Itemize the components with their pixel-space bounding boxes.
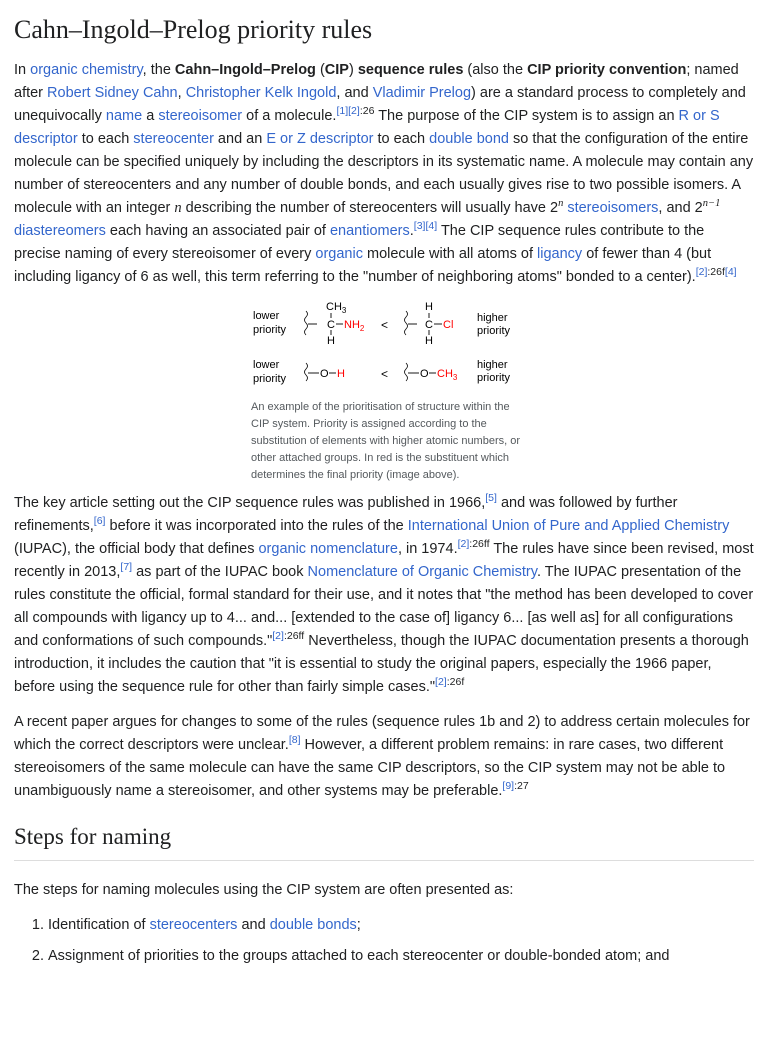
link-ez-descriptor[interactable]: E or Z descriptor — [266, 130, 374, 147]
intro-paragraph — [14, 59, 754, 289]
link-cahn[interactable]: Robert Sidney Cahn — [47, 84, 178, 101]
text: A recent paper argues for changes to some of the rules (sequence rules 1b and 2) to address certain molecules for which the correct descriptors were unclear. — [14, 713, 750, 753]
label-higher-priority-1b: priority — [477, 324, 511, 337]
bold-term: CIP — [324, 61, 349, 78]
text: ; — [356, 917, 361, 934]
text: , — [177, 84, 186, 101]
atom-cl: Cl — [443, 318, 454, 331]
citation-2[interactable]: [2] — [348, 104, 360, 117]
link-name[interactable]: name — [105, 107, 143, 124]
atom-c: C — [425, 318, 433, 331]
citation-6[interactable]: [6] — [93, 514, 106, 527]
citation-9[interactable]: [9] — [502, 779, 515, 792]
bold-term: Cahn–Ingold–Prelog — [174, 61, 316, 78]
text: ( — [315, 61, 325, 78]
text: , and 2 — [658, 199, 703, 216]
atom-o: O — [420, 367, 429, 380]
page-ref: :26f — [707, 265, 725, 278]
label-higher-priority-2b: priority — [477, 371, 511, 384]
text: as part of the IUPAC book — [132, 563, 308, 580]
atom-ch3: $CH_3$ — [437, 367, 458, 382]
page-ref: :26 — [359, 104, 375, 117]
link-stereoisomer[interactable]: stereoisomer — [158, 107, 243, 124]
text: before it was incorporated into the rules of the — [105, 517, 408, 534]
citation-2[interactable]: [2] — [272, 629, 284, 642]
text: a — [142, 107, 159, 124]
citation-1[interactable]: [1] — [336, 104, 349, 117]
text: so that the configuration of the entire molecule can be specified uniquely by including the descriptors in its systematic name. A molecule may contain any number of stereocenters and any number of double bonds, and each usually gives rise to two possible isomers. A molecule with an integer — [14, 130, 754, 216]
wavy-bond — [305, 311, 308, 335]
text: of a molecule. — [242, 107, 337, 124]
text: to each — [77, 130, 134, 147]
text: (IUPAC), the official body that defines — [14, 540, 259, 557]
text: and — [237, 917, 270, 934]
atom-o: O — [320, 367, 329, 380]
text: . — [409, 222, 414, 239]
atom-h: H — [337, 367, 345, 380]
section-heading-steps: Steps for naming — [14, 823, 754, 862]
text: However, a different problem remains: in rare cases, two different stereoisomers of the same molecule can have the same CIP descriptors, so the CIP system may not be able to unambiguously name a stereoisomer, and other systems may be preferable. — [14, 736, 726, 799]
wavy-bond — [405, 363, 408, 381]
bold-term: CIP priority convention — [527, 61, 687, 78]
page-ref: :26ff — [469, 537, 490, 550]
priority-figure — [251, 301, 521, 484]
link-iupac[interactable]: International Union of Pure and Applied Chemistry — [407, 517, 730, 534]
label-lower-priority-1a: lower — [253, 309, 280, 322]
link-ingold[interactable]: Christopher Kelk Ingold — [185, 84, 337, 101]
text: to each — [373, 130, 430, 147]
link-diastereomers[interactable]: diastereomers — [14, 222, 106, 239]
atom-h: H — [327, 334, 335, 347]
page-ref: :26f — [446, 675, 465, 688]
citation-4[interactable]: [4] — [425, 219, 438, 232]
atom-nh2: $NH_2$ — [344, 318, 365, 333]
label-higher-priority-2a: higher — [477, 358, 508, 371]
citation-5[interactable]: [5] — [485, 491, 497, 504]
link-ligancy[interactable]: ligancy — [537, 245, 583, 262]
page-ref: :27 — [514, 779, 529, 792]
wavy-bond — [305, 363, 308, 381]
list-item — [48, 914, 754, 937]
link-organic-nomenclature[interactable]: organic nomenclature — [258, 540, 398, 557]
text: ) are a standard process to completely and unequivocally — [14, 84, 746, 124]
history-paragraph — [14, 492, 754, 699]
label-lower-priority-2a: lower — [253, 358, 280, 371]
atom-h: H — [425, 300, 433, 313]
text: Nevertheless, though the IUPAC documentation presents a thorough introduction, it includes the caution that "it is essential to study the original papers, especially the 1966 paper, before using the sequence rule for other than fairly simple cases." — [14, 632, 749, 695]
link-double-bonds[interactable]: double bonds — [269, 917, 357, 934]
atom-c: C — [327, 318, 335, 331]
priority-diagram — [251, 301, 521, 391]
text: , in 1974. — [397, 540, 458, 557]
citation-2[interactable]: [2] — [457, 537, 470, 550]
less-than-sign: < — [381, 366, 389, 381]
link-stereocenter[interactable]: stereocenter — [133, 130, 214, 147]
math-superscript-n-minus-1: n−1 — [702, 197, 721, 209]
atom-h: H — [425, 334, 433, 347]
text: . The IUPAC presentation of the rules constitute the official, formal standard for their use, and it notes that "the method has been developed to cover all compounds with ligancy up to 4... and... [extended to the case of] ligancy 6... [as well as] for all configurations and conformations of such compounds." — [14, 563, 754, 649]
text: each having an associated pair of — [105, 222, 330, 239]
citation-2[interactable]: [2] — [435, 675, 447, 688]
text: The key article setting out the CIP sequence rules was published in 1966, — [14, 494, 486, 511]
math-superscript-n: n — [558, 197, 564, 209]
link-organic-chemistry[interactable]: organic chemistry — [30, 61, 143, 78]
page-title: Cahn–Ingold–Prelog priority rules — [14, 15, 373, 44]
citation-2[interactable]: [2] — [695, 265, 708, 278]
link-prelog[interactable]: Vladimir Prelog — [372, 84, 472, 101]
citation-8[interactable]: [8] — [288, 733, 301, 746]
steps-list — [14, 914, 754, 968]
text: ) — [348, 61, 358, 78]
text: The rules have since been revised, most recently in 2013, — [14, 540, 754, 580]
math-n: n — [174, 199, 182, 216]
list-item: 2. Assignment of priorities to the groups attached to each stereocenter or double-bonded atom; and — [48, 945, 754, 968]
label-lower-priority-2b: priority — [253, 372, 287, 385]
link-stereocenters[interactable]: stereocenters — [149, 917, 238, 934]
text: describing the number of stereocenters will usually have 2 — [181, 199, 559, 216]
text: The purpose of the CIP system is to assign an — [374, 107, 679, 124]
bold-term: sequence rules — [357, 61, 464, 78]
text: Identification of — [48, 917, 150, 934]
citation-3[interactable]: [3] — [413, 219, 426, 232]
link-nomenclature-book[interactable]: Nomenclature of Organic Chemistry — [307, 563, 537, 580]
link-enantiomers[interactable]: enantiomers — [329, 222, 410, 239]
text: The CIP sequence rules contribute to the precise naming of every stereoisomer of every — [14, 222, 705, 262]
article — [0, 14, 768, 968]
citation-7[interactable]: [7] — [120, 560, 133, 573]
steps-lead: The steps for naming molecules using the CIP system are often presented as: — [14, 882, 514, 899]
text: and an — [213, 130, 267, 147]
text: of fewer than 4 (but including ligancy of 6 as well, this term referring to the "number of neighboring atoms" bonded to a center). — [14, 245, 712, 285]
text: molecule with all atoms of — [362, 245, 538, 262]
citation-4[interactable]: [4] — [724, 265, 737, 278]
text: , the — [142, 61, 175, 78]
atom-ch3: $CH_3$ — [326, 300, 347, 315]
figure-caption: An example of the prioritisation of structure within the CIP system. Priority is assigned according to the substitution of elements with higher atomic numbers, or other attached groups. In red is the substituent which determines the final priority (image above). — [251, 400, 521, 481]
problems-paragraph — [14, 711, 754, 803]
link-rs-descriptor[interactable]: R or S descriptor — [14, 107, 720, 147]
wavy-bond — [405, 311, 408, 335]
text: ; named after — [14, 61, 739, 101]
less-than-sign: < — [381, 317, 389, 332]
link-organic[interactable]: organic — [315, 245, 363, 262]
page-ref: :26ff — [283, 629, 305, 642]
text: and was followed by further refinements, — [14, 494, 678, 534]
link-stereoisomers[interactable]: stereoisomers — [567, 199, 659, 216]
link-double-bond[interactable]: double bond — [429, 130, 509, 147]
text: , and — [336, 84, 373, 101]
text: (also the — [463, 61, 528, 78]
text: In — [14, 61, 31, 78]
label-higher-priority-1a: higher — [477, 311, 508, 324]
label-lower-priority-1b: priority — [253, 323, 287, 336]
